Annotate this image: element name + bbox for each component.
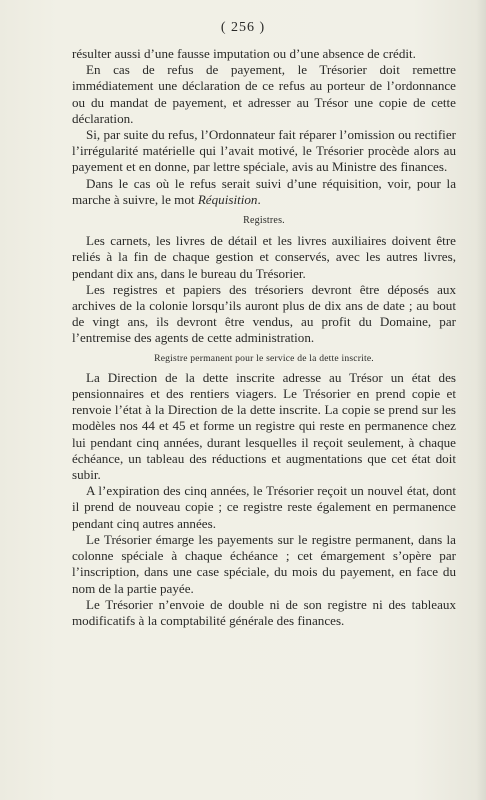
paragraph: La Direction de la dette inscrite adresse au Trésor un état des pensionnaires et des rentiers viagers. Le Trésorier en prend copie et renvoie l’état à la Direction de la dette inscrite. La copie se prend sur les modèles nos 44 et 45 et forme un registre qui reste en permanence chez lui pendant cinq années, durant lesquelles il reçoit seulement, à chaque échéance, un tableau des réductions et augmentations que cet état doit subir. [72,369,456,483]
paragraph: En cas de refus de payement, le Trésorier doit remettre immédiatement une déclaration de ce refus au porteur de l’ordonnance ou du mandat de payement, et adresser au Trésor une copie de cette déclaration. [72,62,456,126]
paragraph: Le Trésorier n’envoie de double ni de son registre ni des tableaux modificatifs à la comptabilité générale des finances. [72,596,456,628]
page-number: ( 256 ) [220,20,266,35]
paragraph: A l’expiration des cinq années, le Trésorier reçoit un nouvel état, dont il prend de nouveau copie ; ce registre reste également en permanence pendant cinq autres années. [72,483,456,531]
paragraph: Si, par suite du refus, l’Ordonnateur fait réparer l’omission ou rectifier l’irrégularité matérielle qui l’avait motivé, le Trésorier procède alors au payement et en donne, par lettre spéciale, avis au Ministre des finances. [72,127,456,175]
paragraph: Les carnets, les livres de détail et les livres auxiliaires doivent être reliés à la fin de chaque gestion et conservés, avec les autres livres, pendant dix ans, dans le bureau du Trésorier. [72,233,456,281]
page-edge-shadow [476,0,486,800]
page-body [72,46,456,629]
paragraph-text: Dans le cas où le refus serait suivi d’une réquisition, voir, pour la marche à suivre, le mot [72,175,456,207]
paragraph: Le Trésorier émarge les payements sur le registre permanent, dans la colonne spéciale à chaque échéance ; cet émargement s’opère par l’inscription, dans une case spéciale, du mois du payement, en face du nom de la partie payée. [72,531,456,596]
paragraph: résulter aussi d’une fausse imputation ou d’une absence de crédit. [72,46,416,61]
paragraph-requisition [72,176,456,208]
section-heading-registre-permanent: Registre permanent pour le service de la dette inscrite. [154,352,374,364]
paragraph: Les registres et papiers des trésoriers devront être déposés aux archives de la colonie lorsqu’ils auront plus de dix ans de date ; au bout de vingt ans, ils devront être vendus, au profit du Domaine, par l’entremise des agents de cette administration. [72,281,456,346]
requisition-reference: Réquisition [197,191,258,207]
section-heading-registres: Registres. [243,215,285,227]
paragraph-end: . [257,191,261,207]
